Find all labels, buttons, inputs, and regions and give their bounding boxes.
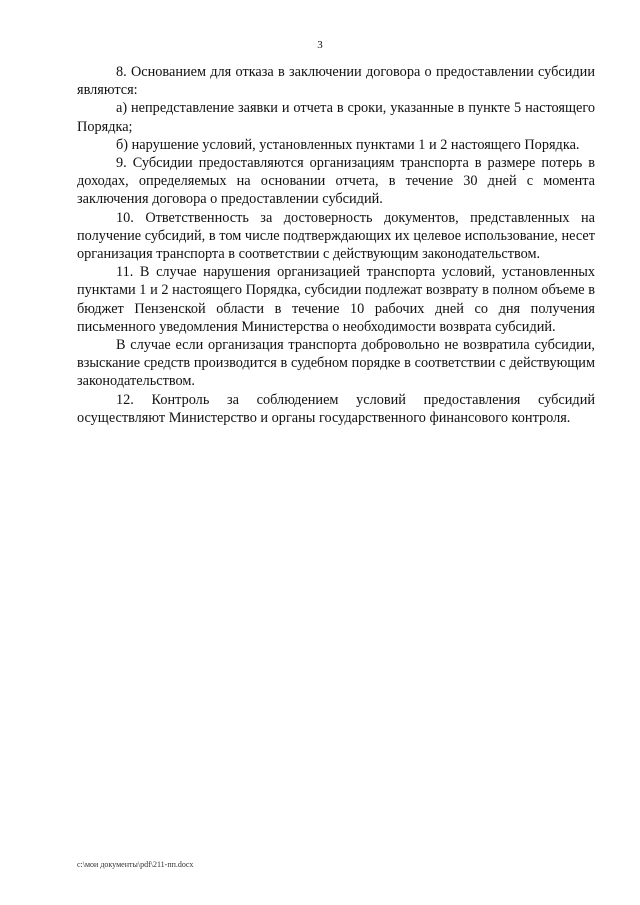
page-number: 3	[317, 39, 323, 51]
paragraph-8b: б) нарушение условий, установленных пунктами 1 и 2 настоящего Порядка.	[116, 136, 580, 153]
paragraph-9: 9. Субсидии предоставляются организациям транспорта в размере потерь в доходах, определяемых на основании отчета, в течение 30 дней с момента заключения договора о предоставлении субсидий.	[77, 155, 595, 208]
paragraph-10: 10. Ответственность за достоверность документов, представленных на получение субсидий, в том числе подтверждающих их целевое использование, несет организация транспорта в соответствии с действующим законодательством.	[77, 209, 595, 263]
document-body	[77, 63, 595, 427]
paragraph-8a: а) непредставление заявки и отчета в сроки, указанные в пункте 5 настоящего Порядка;	[77, 100, 595, 135]
paragraph-11: 11. В случае нарушения организацией транспорта условий, установленных пунктами 1 и 2 настоящего Порядка, субсидии подлежат возврату в полном объеме в бюджет Пензенской области в течение 10 рабочих дней со дня получения письменного уведомления Министерства о необходимости возврата субсидий.	[77, 264, 595, 335]
paragraph-8: 8. Основанием для отказа в заключении договора о предоставлении субсидии являются:	[77, 64, 595, 99]
paragraph-11-continued: В случае если организация транспорта добровольно не возвратила субсидии, взыскание средств производится в судебном порядке в соответствии с действующим законодательством.	[77, 337, 595, 390]
footer-file-path: c:\мои документы\pdf\211-пп.docx	[77, 860, 194, 869]
paragraph-12: 12. Контроль за соблюдением условий предоставления субсидий осуществляют Министерство и органы государственного финансового контроля.	[77, 391, 595, 426]
